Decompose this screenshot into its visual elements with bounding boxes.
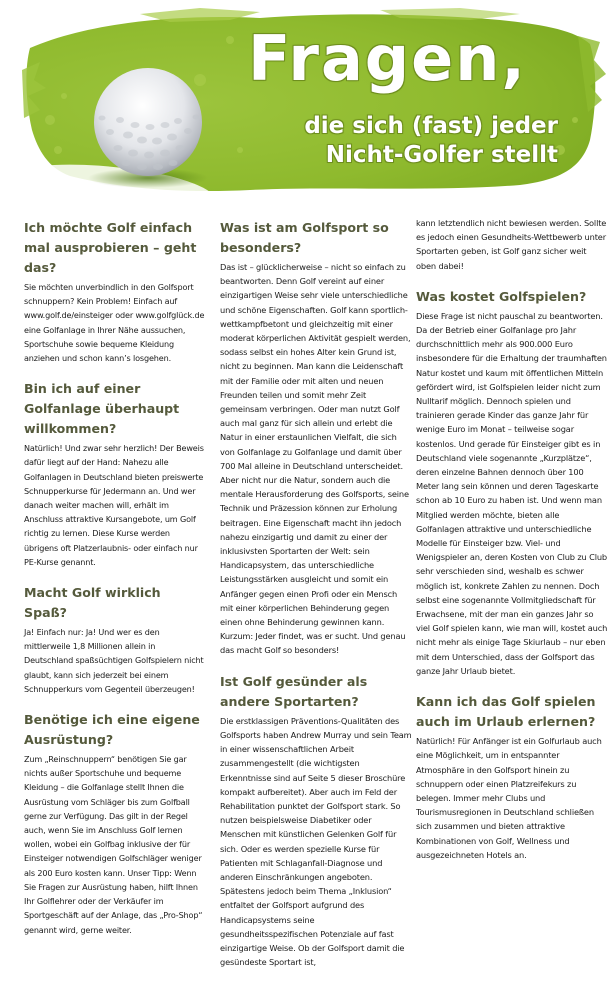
- faq-vacation: [416, 692, 608, 862]
- header-banner: [0, 0, 615, 200]
- faq-heading: Ist Golf gesünder als andere Sportarten?: [220, 673, 368, 709]
- page-title: Fragen,: [248, 22, 527, 95]
- faq-answer: Natürlich! Und zwar sehr herzlich! Der Beweis dafür liegt auf der Hand: Nahezu alle Golfanlagen in Deutschland bieten preiswerte Schnupperkurse für Jedermann an. Und wer danach weiter machen will, erhält im Anschluss attraktive Kursangebote, um Golf richtig zu lernen. Diese Kurse werden übrigens oft Platzerlaubnis- oder einfach nur PE-Kurse genannt.: [24, 443, 204, 567]
- faq-answer: Natürlich! Für Anfänger ist ein Golfurlaub auch eine Möglichkeit, um in entspannter Atmosphäre in den Golfsport hinein zu schnuppern oder einen Platzreifekurs zu belegen. Immer mehr Clubs und Tourismusregionen in Deutschland schließen sich zusammen und bieten attraktive Kombinationen von Golf, Wellness und ausgezeichneten Hotels an.: [416, 736, 602, 860]
- faq-heading: Ich möchte Golf einfach mal ausprobieren – geht das?: [24, 220, 197, 275]
- column-2: [220, 218, 412, 983]
- faq-answer: Diese Frage ist nicht pauschal zu beantworten. Da der Betrieb einer Golfanlage pro Jahr durchschnittlich mehr als 900.000 Euro insbesondere für die Erhaltung der traumhaften Natur kostet und kaum mit öffentlichen Mitteln gefördert wird, ist Golfspielen leider nicht zum Nulltarif möglich. Dennoch spielen und trainieren gerade Kinder das ganze Jahr für wenige Euro im Monat – teilweise sogar kostenlos. Und gerade für Einsteiger gibt es in Deutschland viele sogenannte „Kurzplätze“, deren einzelne Bahnen dennoch über 100 Meter lang sein können und deren Tageskarte schon ab 10 Euro zu haben ist. Und wenn man Mitglied werden möchte, bieten alle Golfanlagen attraktive und unterschiedliche Modelle für Einsteiger bzw. Viel- und Wenigspieler an, deren Kosten von Club zu Club sehr verschieden sind, weshalb es schwer möglich ist, konkrete Zahlen zu nennen. Doch selbst eine sogenannte Vollmitgliedschaft für Erwachsene, mit der man ein ganzes Jahr so viel Golf spielen kann, wie man will, kostet auch nicht mehr als einige Tage Skiurlaub – nur eben mit dem Unterschied, dass der Golfsport das ganze Jahr Urlaub bietet.: [416, 310, 608, 676]
- column-1: [24, 218, 206, 951]
- faq-answer: Zum „Reinschnuppern“ benötigen Sie gar nichts außer Sportschuhe und bequeme Kleidung – die Golfanlage stellt Ihnen die Ausrüstung vom Schläger bis zum Golfball gerne zur Verfügung. Das gilt in der Regel auch, wenn Sie im Anschluss Golf lernen wollen, wobei ein Golfbag inklusive der für Einsteiger notwendigen Golfschläger weniger als 200 Euro kosten kann. Unser Tipp: Wenn Sie Fragen zur Ausrüstung haben, hilft Ihnen Ihr Golflehrer oder der Verkäufer im Sportgeschäft auf der Anlage, das „Pro-Shop“ genannt wird, gerne weiter.: [24, 754, 203, 935]
- subtitle-line: die sich (fast) jeder: [304, 113, 558, 139]
- faq-answer: Die erstklassigen Präventions-Qualitäten des Golfsports haben Andrew Murray und sein Team in einer wissenschaftlichen Arbeit zusammengestellt (die wichtigsten Erkenntnisse sind auf Seite 5 dieser Broschüre kompakt aufbereitet). Aber auch im Feld der Rehabilitation punktet der Golfsport stark. So nutzen beispielsweise Diabetiker oder Menschen mit künstlichen Gelenken Golf für sich. Oder es werden spezielle Kurse für Patienten mit Schlaganfall-Diagnose und anderen Einschränkungen angeboten. Spätestens jedoch beim Thema „Inklusion“ entfaltet der Golfsport aufgrund des Handicapsystems seine gesundheitsspezifischen Potenziale auf fast einzigartige Weise. Ob der Golfsport damit die gesündeste Sportart ist,: [220, 715, 412, 968]
- column-3: [416, 218, 608, 876]
- faq-fun: [24, 583, 206, 696]
- faq-healthier-continued: [416, 216, 608, 273]
- faq-special: [220, 218, 412, 658]
- faq-heading: Was kostet Golfspielen?: [416, 288, 587, 304]
- faq-try-golf: [24, 218, 206, 365]
- faq-heading: Macht Golf wirklich Spaß?: [24, 585, 161, 621]
- faq-answer: Das ist – glücklicherweise – nicht so einfach zu beantworten. Denn Golf vereint auf einer einzigartigen Weise sehr viele unterschiedliche und schöne Eigenschaften. Golf kann sportlich-wettkampfbetont und gleichzeitig mit einer moderat körperlichen Aktivität gespielt werden, sodass selbst ein hohes Alter kein Grund ist, nicht zu beginnen. Man kann die Leidenschaft mit der Familie oder mit alten und neuen Freunden teilen und somit mehr Zeit gemeinsam verbringen. Oder man nutzt Golf auch mal ganz für sich allein und erlebt die Natur in einer erstaunlichen Vielfalt, die sich von Golfanlage zu Golfanlage und damit über 700 Mal alleine in Deutschland unterscheidet. Aber nicht nur die Natur, sondern auch die mentale Herausforderung des Golfsports, seine Technik und Präzession können zur Erholung beitragen. Eine Eigenschaft macht ihn jedoch nahezu einzigartig und damit zu einer der inklusivsten Sportarten der Welt: sein Handicapsystem, das unterschiedliche Leistungsstärken ausgleicht und somit ein Anfänger gegen einen Profi oder ein Mensch mit einer körperlichen Behinderung gegen einen ohne Behinderung gewinnen kann. Kurzum: Jeder findet, was er sucht. Und genau das macht Golf so besonders!: [220, 262, 411, 656]
- faq-equipment: [24, 710, 206, 937]
- faq-heading: Was ist am Golfsport so besonders?: [220, 220, 389, 255]
- faq-cost: [416, 287, 608, 678]
- faq-heading: Bin ich auf einer Golfanlage überhaupt willkommen?: [24, 381, 180, 437]
- golf-ball-icon: [94, 68, 202, 176]
- page-subtitle: [258, 112, 558, 170]
- faq-answer: Sie möchten unverbindlich in den Golfsport schnuppern? Kein Problem! Einfach auf www.golf.de/einsteiger oder www.golfglück.de eine Golfanlage in Ihrer Nähe aussuchen, Sportschuhe sowie bequeme Kleidung anziehen und schon kann’s losgehen.: [24, 282, 205, 364]
- faq-heading: Benötige ich eine eigene Ausrüstung?: [24, 712, 200, 748]
- faq-healthier: [220, 672, 412, 970]
- faq-welcome: [24, 379, 206, 569]
- faq-heading: Kann ich das Golf spielen auch im Urlaub erlernen?: [416, 694, 596, 730]
- subtitle-line: Nicht-Golfer stellt: [325, 142, 558, 168]
- faq-answer-continued: kann letztendlich nicht bewiesen werden. Sollte es jedoch einen Gesundheits-Wettbewerb unter Sportarten geben, ist Golf ganz sicher weit oben dabei!: [416, 218, 607, 271]
- faq-answer: Ja! Einfach nur: Ja! Und wer es den mittlerweile 1,8 Millionen allein in Deutschland spaßsüchtigen Golfspielern nicht glaubt, kann sich jederzeit bei einem Schnupperkurs vom Gegenteil überzeugen!: [24, 627, 204, 694]
